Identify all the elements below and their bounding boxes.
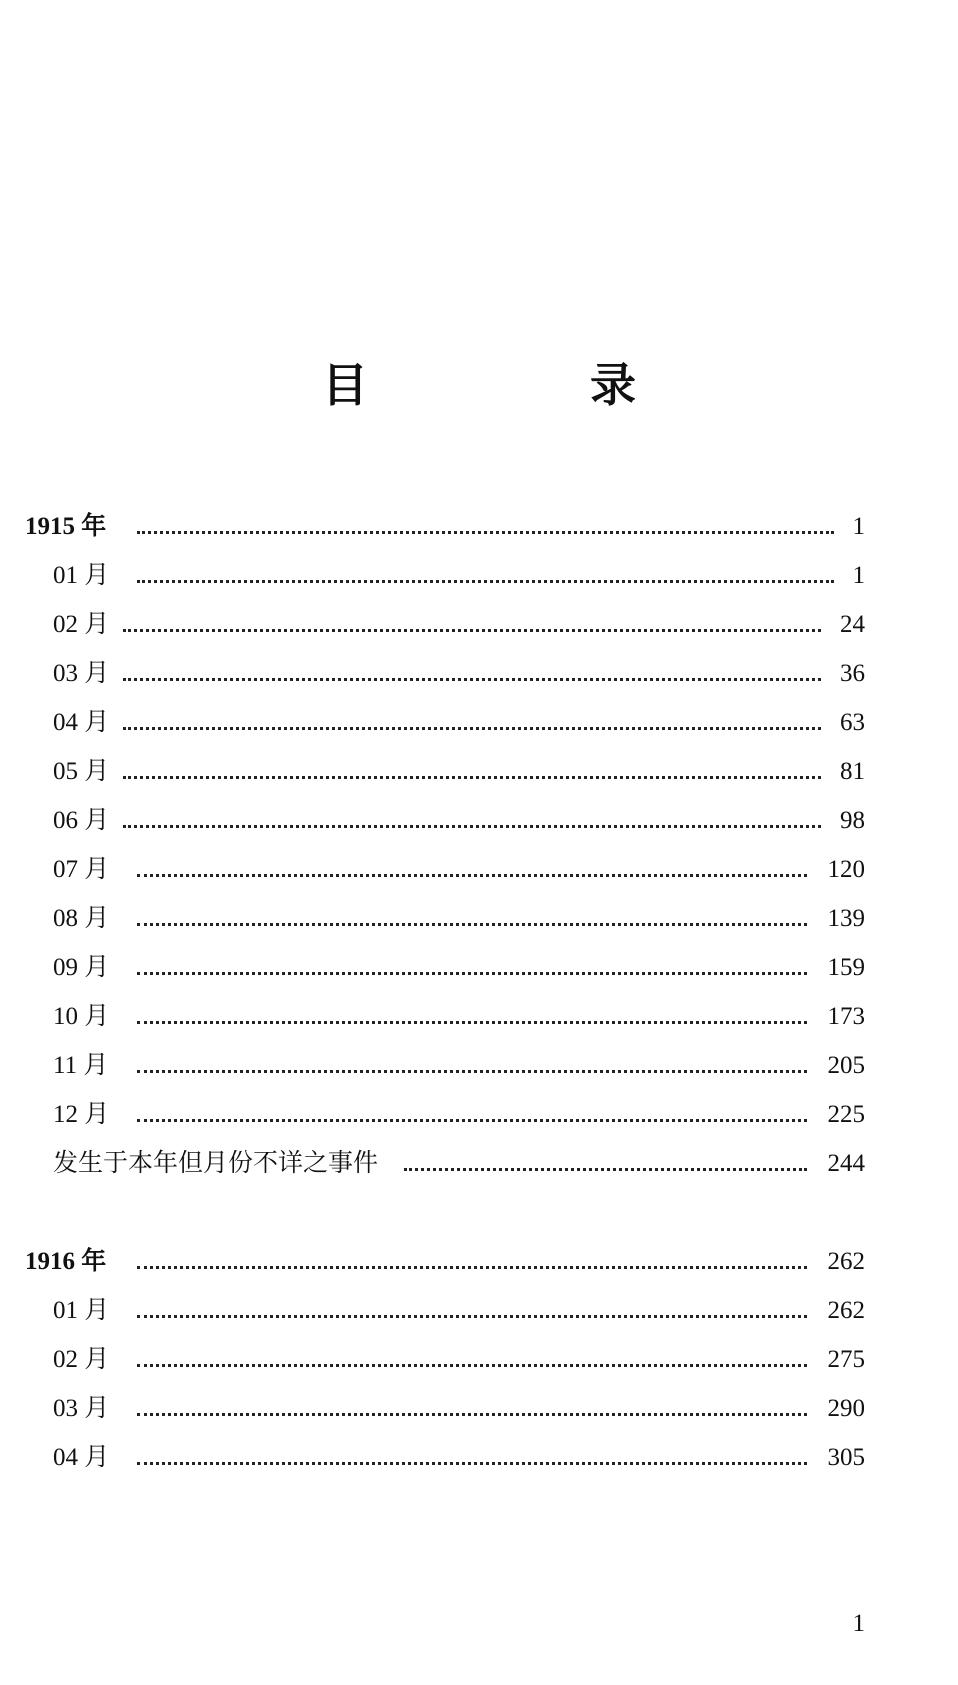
toc-page-number: 262 (827, 1248, 865, 1275)
toc-entry-label: 10 月 (53, 1003, 110, 1030)
dot-leader (137, 1315, 807, 1318)
dot-leader (137, 972, 807, 975)
toc-page-number: 262 (827, 1297, 865, 1324)
toc-entry-row[interactable] (0, 752, 958, 792)
toc-entry-row[interactable] (0, 1046, 958, 1086)
toc-page-number: 1 (852, 562, 865, 589)
dot-leader (123, 825, 821, 828)
toc-entry-row[interactable] (0, 1144, 958, 1184)
toc-entry-label: 09 月 (53, 954, 110, 981)
toc-entry-row[interactable] (0, 605, 958, 645)
dot-leader (137, 580, 834, 583)
toc-page-number: 244 (827, 1150, 865, 1177)
dot-leader (123, 776, 821, 779)
toc-entry-label: 03 月 (53, 1395, 110, 1422)
dot-leader (137, 874, 807, 877)
page-number: 1 (852, 1610, 865, 1637)
toc-entry-row[interactable] (0, 1291, 958, 1331)
toc-entry-label: 02 月 (53, 611, 110, 638)
dot-leader (137, 1021, 807, 1024)
toc-entry-label: 发生于本年但月份不详之事件 (53, 1150, 379, 1177)
toc-page-number: 305 (827, 1444, 865, 1471)
toc-entry-label: 02 月 (53, 1346, 110, 1373)
toc-entry-row[interactable] (0, 1389, 958, 1429)
toc-entry-label: 08 月 (53, 905, 110, 932)
dot-leader (137, 1070, 807, 1073)
dot-leader (137, 1119, 807, 1122)
dot-leader (404, 1168, 807, 1171)
toc-page-number: 139 (827, 905, 865, 932)
toc-entry-row[interactable] (0, 899, 958, 939)
toc-entry-label: 06 月 (53, 807, 110, 834)
toc-page-number: 159 (827, 954, 865, 981)
toc-entry-row[interactable] (0, 997, 958, 1037)
toc-entry-label: 03 月 (53, 660, 110, 687)
toc-page-number: 205 (827, 1052, 865, 1079)
page-title: 目 录 (322, 360, 724, 411)
toc-entry-row[interactable] (0, 850, 958, 890)
dot-leader (137, 1364, 807, 1367)
toc-entry-label: 05 月 (53, 758, 110, 785)
toc-entry-row[interactable] (0, 556, 958, 596)
toc-entry-label: 04 月 (53, 1444, 110, 1471)
dot-leader (137, 923, 807, 926)
toc-entry-row[interactable] (0, 948, 958, 988)
dot-leader (137, 1266, 807, 1269)
toc-entry-row[interactable] (0, 1438, 958, 1478)
toc-entry-row[interactable] (0, 801, 958, 841)
dot-leader (137, 1413, 807, 1416)
toc-page-number: 225 (827, 1101, 865, 1128)
toc-year-label: 1915 年 (25, 513, 107, 540)
toc-year-row[interactable] (0, 507, 958, 547)
toc-page-number: 1 (852, 513, 865, 540)
toc-entry-label: 04 月 (53, 709, 110, 736)
dot-leader (123, 678, 821, 681)
toc-page-number: 275 (827, 1346, 865, 1373)
toc-page-number: 36 (840, 660, 865, 687)
toc-entry-label: 01 月 (53, 562, 110, 589)
dot-leader (137, 531, 834, 534)
toc-year-row[interactable] (0, 1242, 958, 1282)
toc-entry-row[interactable] (0, 1095, 958, 1135)
toc-page-number: 98 (840, 807, 865, 834)
toc-page-number: 81 (840, 758, 865, 785)
toc-page-number: 173 (827, 1003, 865, 1030)
toc-entry-label: 01 月 (53, 1297, 110, 1324)
toc-entry-row[interactable] (0, 703, 958, 743)
dot-leader (137, 1462, 807, 1465)
toc-page-number: 63 (840, 709, 865, 736)
toc-page-number: 24 (840, 611, 865, 638)
toc-entry-label: 12 月 (53, 1101, 110, 1128)
toc-entry-label: 11 月 (53, 1052, 109, 1079)
toc-year-label: 1916 年 (25, 1248, 107, 1275)
toc-entry-label: 07 月 (53, 856, 110, 883)
toc-page-number: 120 (827, 856, 865, 883)
toc-entry-row[interactable] (0, 654, 958, 694)
dot-leader (123, 727, 821, 730)
dot-leader (123, 629, 821, 632)
toc-entry-row[interactable] (0, 1340, 958, 1380)
toc-page-number: 290 (827, 1395, 865, 1422)
